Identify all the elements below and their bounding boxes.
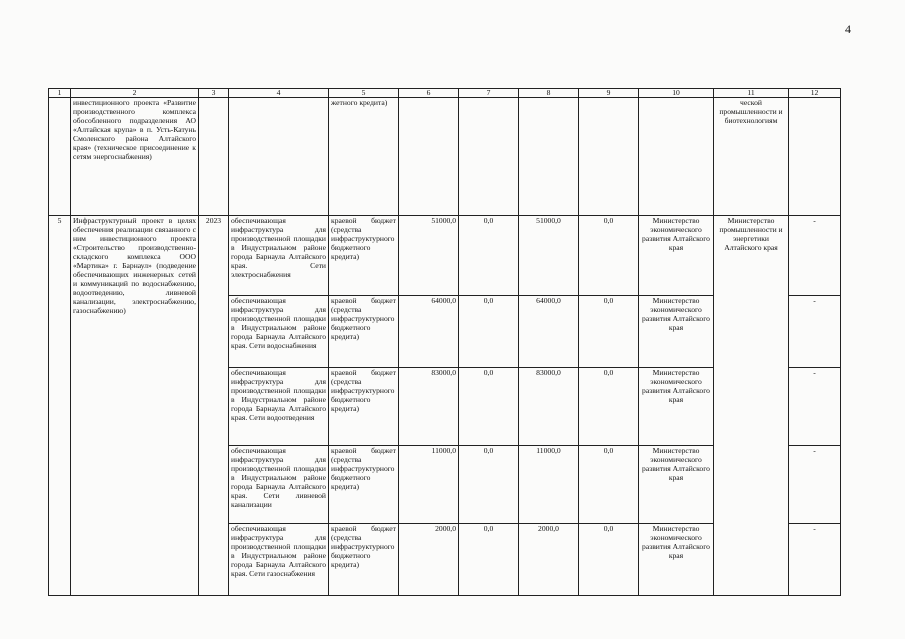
header-cell: 10 [639,89,714,98]
cell-c8: 11000,0 [519,446,579,524]
header-cell: 1 [49,89,71,98]
cell-c7 [459,98,519,216]
cell-c9: 0,0 [579,296,639,368]
cell-ministry: Министерство экономического развития Алтайского края [639,296,714,368]
cell-project: Инфраструктурный проект в целях обеспечения реализации связанного с ним инвестиционного проекта «Строительство производственно-складского комплекса ООО «Мартика» г. Барнаул» (подведение обеспечивающих инженерных сетей и коммуникаций по водоснабжению, водоотведению, ливневой канализации, электроснабжению, газоснабжению) [71,216,199,596]
cell-total: 83000,0 [399,368,459,446]
header-cell: 11 [714,89,789,98]
cell-c9: 0,0 [579,368,639,446]
cell-project: инвестиционного проекта «Развитие производственного комплекса обособленного подразделения АО «Алтайская крупа» в п. Усть-Катунь Смоленского района Алтайского края» (техническое присоединение к сетям энергоснабжения) [71,98,199,216]
cell-year: 2023 [199,216,229,596]
header-cell: 6 [399,89,459,98]
cell-infra: обеспечивающая инфраструктура для производственной площадки в Индустриальном районе города Барнаула Алтайского края. Сети водоснабжения [229,296,329,368]
cell-source: краевой бюджет (средства инфраструктурного бюджетного кредита) [329,368,399,446]
cell-ministry [639,98,714,216]
cell-ministry: Министерство экономического развития Алтайского края [639,446,714,524]
cell-total: 51000,0 [399,216,459,296]
cell-c7: 0,0 [459,216,519,296]
cell-num: 5 [49,216,71,596]
header-cell: 5 [329,89,399,98]
cell-infra: обеспечивающая инфраструктура для производственной площадки в Индустриальном районе города Барнаула Алтайского края. Сети водоотведения [229,368,329,446]
cell-source: краевой бюджет (средства инфраструктурного бюджетного кредита) [329,524,399,596]
header-cell: 3 [199,89,229,98]
header-cell: 9 [579,89,639,98]
cell-responsible: ческой промышленности и биотехнологиям [714,98,789,216]
cell-c12: - [789,296,841,368]
cell-c12: - [789,368,841,446]
cell-source: краевой бюджет (средства инфраструктурного бюджетного кредита) [329,216,399,296]
cell-c9: 0,0 [579,446,639,524]
cell-infra: обеспечивающая инфраструктура для производственной площадки в Индустриальном районе города Барнаула Алтайского края. Сети ливневой канализации [229,446,329,524]
table-row [49,98,841,216]
cell-c12: - [789,216,841,296]
cell-c8: 2000,0 [519,524,579,596]
cell-c9: 0,0 [579,524,639,596]
cell-source: краевой бюджет (средства инфраструктурного бюджетного кредита) [329,296,399,368]
page-number: 4 [845,22,851,36]
header-cell: 4 [229,89,329,98]
header-cell: 12 [789,89,841,98]
cell-total: 11000,0 [399,446,459,524]
header-row [49,89,841,98]
cell-c9: 0,0 [579,216,639,296]
cell-infra: обеспечивающая инфраструктура для производственной площадки в Индустриальном районе города Барнаула Алтайского края. Сети электроснабжения [229,216,329,296]
cell-c7: 0,0 [459,524,519,596]
cell-c8: 64000,0 [519,296,579,368]
cell-infra [229,98,329,216]
cell-source: жетного кредита) [329,98,399,216]
cell-ministry: Министерство экономического развития Алтайского края [639,524,714,596]
cell-year [199,98,229,216]
cell-c8 [519,98,579,216]
cell-c7: 0,0 [459,368,519,446]
cell-responsible: Министерство промышленности и энергетики Алтайского края [714,216,789,596]
table-row [49,216,841,296]
cell-c7: 0,0 [459,446,519,524]
cell-total: 2000,0 [399,524,459,596]
cell-c12: - [789,446,841,524]
cell-c12: - [789,524,841,596]
header-cell: 8 [519,89,579,98]
cell-ministry: Министерство экономического развития Алтайского края [639,216,714,296]
header-cell: 2 [71,89,199,98]
cell-infra: обеспечивающая инфраструктура для производственной площадки в Индустриальном районе города Барнаула Алтайского края. Сети газоснабжения [229,524,329,596]
cell-total: 64000,0 [399,296,459,368]
header-cell: 7 [459,89,519,98]
cell-ministry: Министерство экономического развития Алтайского края [639,368,714,446]
budget-table [48,88,841,596]
cell-total [399,98,459,216]
cell-c12 [789,98,841,216]
cell-num [49,98,71,216]
cell-c9 [579,98,639,216]
cell-source: краевой бюджет (средства инфраструктурного бюджетного кредита) [329,446,399,524]
cell-c8: 51000,0 [519,216,579,296]
cell-c7: 0,0 [459,296,519,368]
cell-c8: 83000,0 [519,368,579,446]
